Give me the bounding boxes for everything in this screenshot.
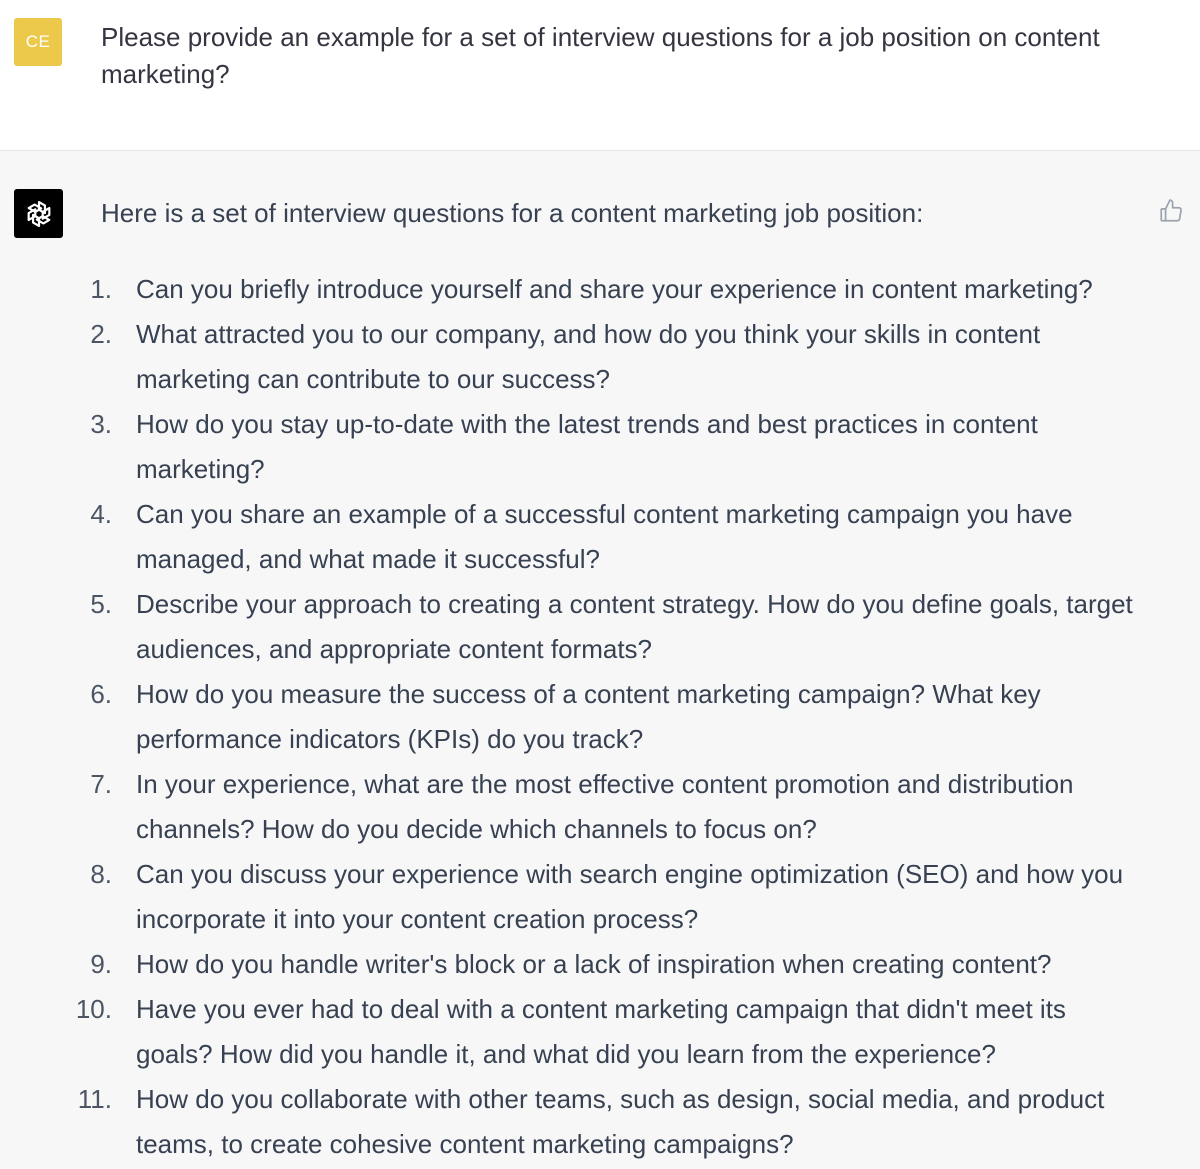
list-item: [0, 852, 1200, 942]
question-text: How do you handle writer's block or a lack of inspiration when creating content?: [136, 949, 1052, 979]
list-item: [0, 402, 1200, 492]
list-item: [0, 582, 1200, 672]
question-text: What attracted you to our company, and how do you think your skills in content marketing can contribute to our success?: [136, 319, 1041, 394]
list-item: [0, 1077, 1200, 1167]
question-number: 1.: [90, 274, 112, 304]
list-item: [0, 312, 1200, 402]
list-item: [0, 672, 1200, 762]
thumbs-up-icon: [1158, 198, 1184, 224]
question-text: Have you ever had to deal with a content marketing campaign that didn't meet its goals? How did you handle it, and what did you learn from the experience?: [136, 994, 1066, 1069]
question-text: How do you stay up-to-date with the latest trends and best practices in content marketing?: [136, 409, 1038, 484]
list-item: [0, 987, 1200, 1077]
question-text: Can you discuss your experience with search engine optimization (SEO) and how you incorporate it into your content creation process?: [136, 859, 1124, 934]
question-number: 10.: [75, 994, 112, 1024]
question-text: Describe your approach to creating a content strategy. How do you define goals, target audiences, and appropriate content formats?: [136, 589, 1133, 664]
question-text: Can you briefly introduce yourself and share your experience in content marketing?: [136, 274, 1093, 304]
question-text: Can you share an example of a successful content marketing campaign you have managed, and what made it successful?: [136, 499, 1073, 574]
question-number: 5.: [90, 589, 112, 619]
thumbs-up-button[interactable]: [1157, 197, 1185, 225]
user-avatar: [14, 18, 62, 66]
question-text: In your experience, what are the most effective content promotion and distribution channels? How do you decide which channels to focus on?: [136, 769, 1074, 844]
question-number: 4.: [90, 499, 112, 529]
question-number: 2.: [90, 319, 112, 349]
openai-logo-icon: [22, 197, 56, 231]
list-item: [0, 762, 1200, 852]
assistant-intro-text: Here is a set of interview questions for a content marketing job position:: [101, 198, 924, 228]
list-item: [0, 492, 1200, 582]
question-text: How do you collaborate with other teams, such as design, social media, and product teams, to create cohesive content marketing campaigns?: [136, 1084, 1105, 1159]
question-number: 8.: [90, 859, 112, 889]
question-number: 11.: [77, 1084, 112, 1114]
assistant-message-row: [0, 151, 1200, 1169]
list-item: [0, 267, 1200, 312]
assistant-avatar: [14, 189, 63, 238]
question-number: 3.: [90, 409, 112, 439]
question-text: How do you measure the success of a content marketing campaign? What key performance indicators (KPIs) do you track?: [136, 679, 1041, 754]
list-item: [0, 942, 1200, 987]
question-number: 9.: [90, 949, 112, 979]
user-message-text: Please provide an example for a set of interview questions for a job position on content marketing?: [101, 22, 1100, 89]
user-avatar-initials: CE: [25, 32, 51, 51]
interview-questions-list: [0, 267, 1200, 1167]
user-message-row: [0, 0, 1200, 151]
question-number: 6.: [90, 679, 112, 709]
question-number: 7.: [90, 769, 112, 799]
